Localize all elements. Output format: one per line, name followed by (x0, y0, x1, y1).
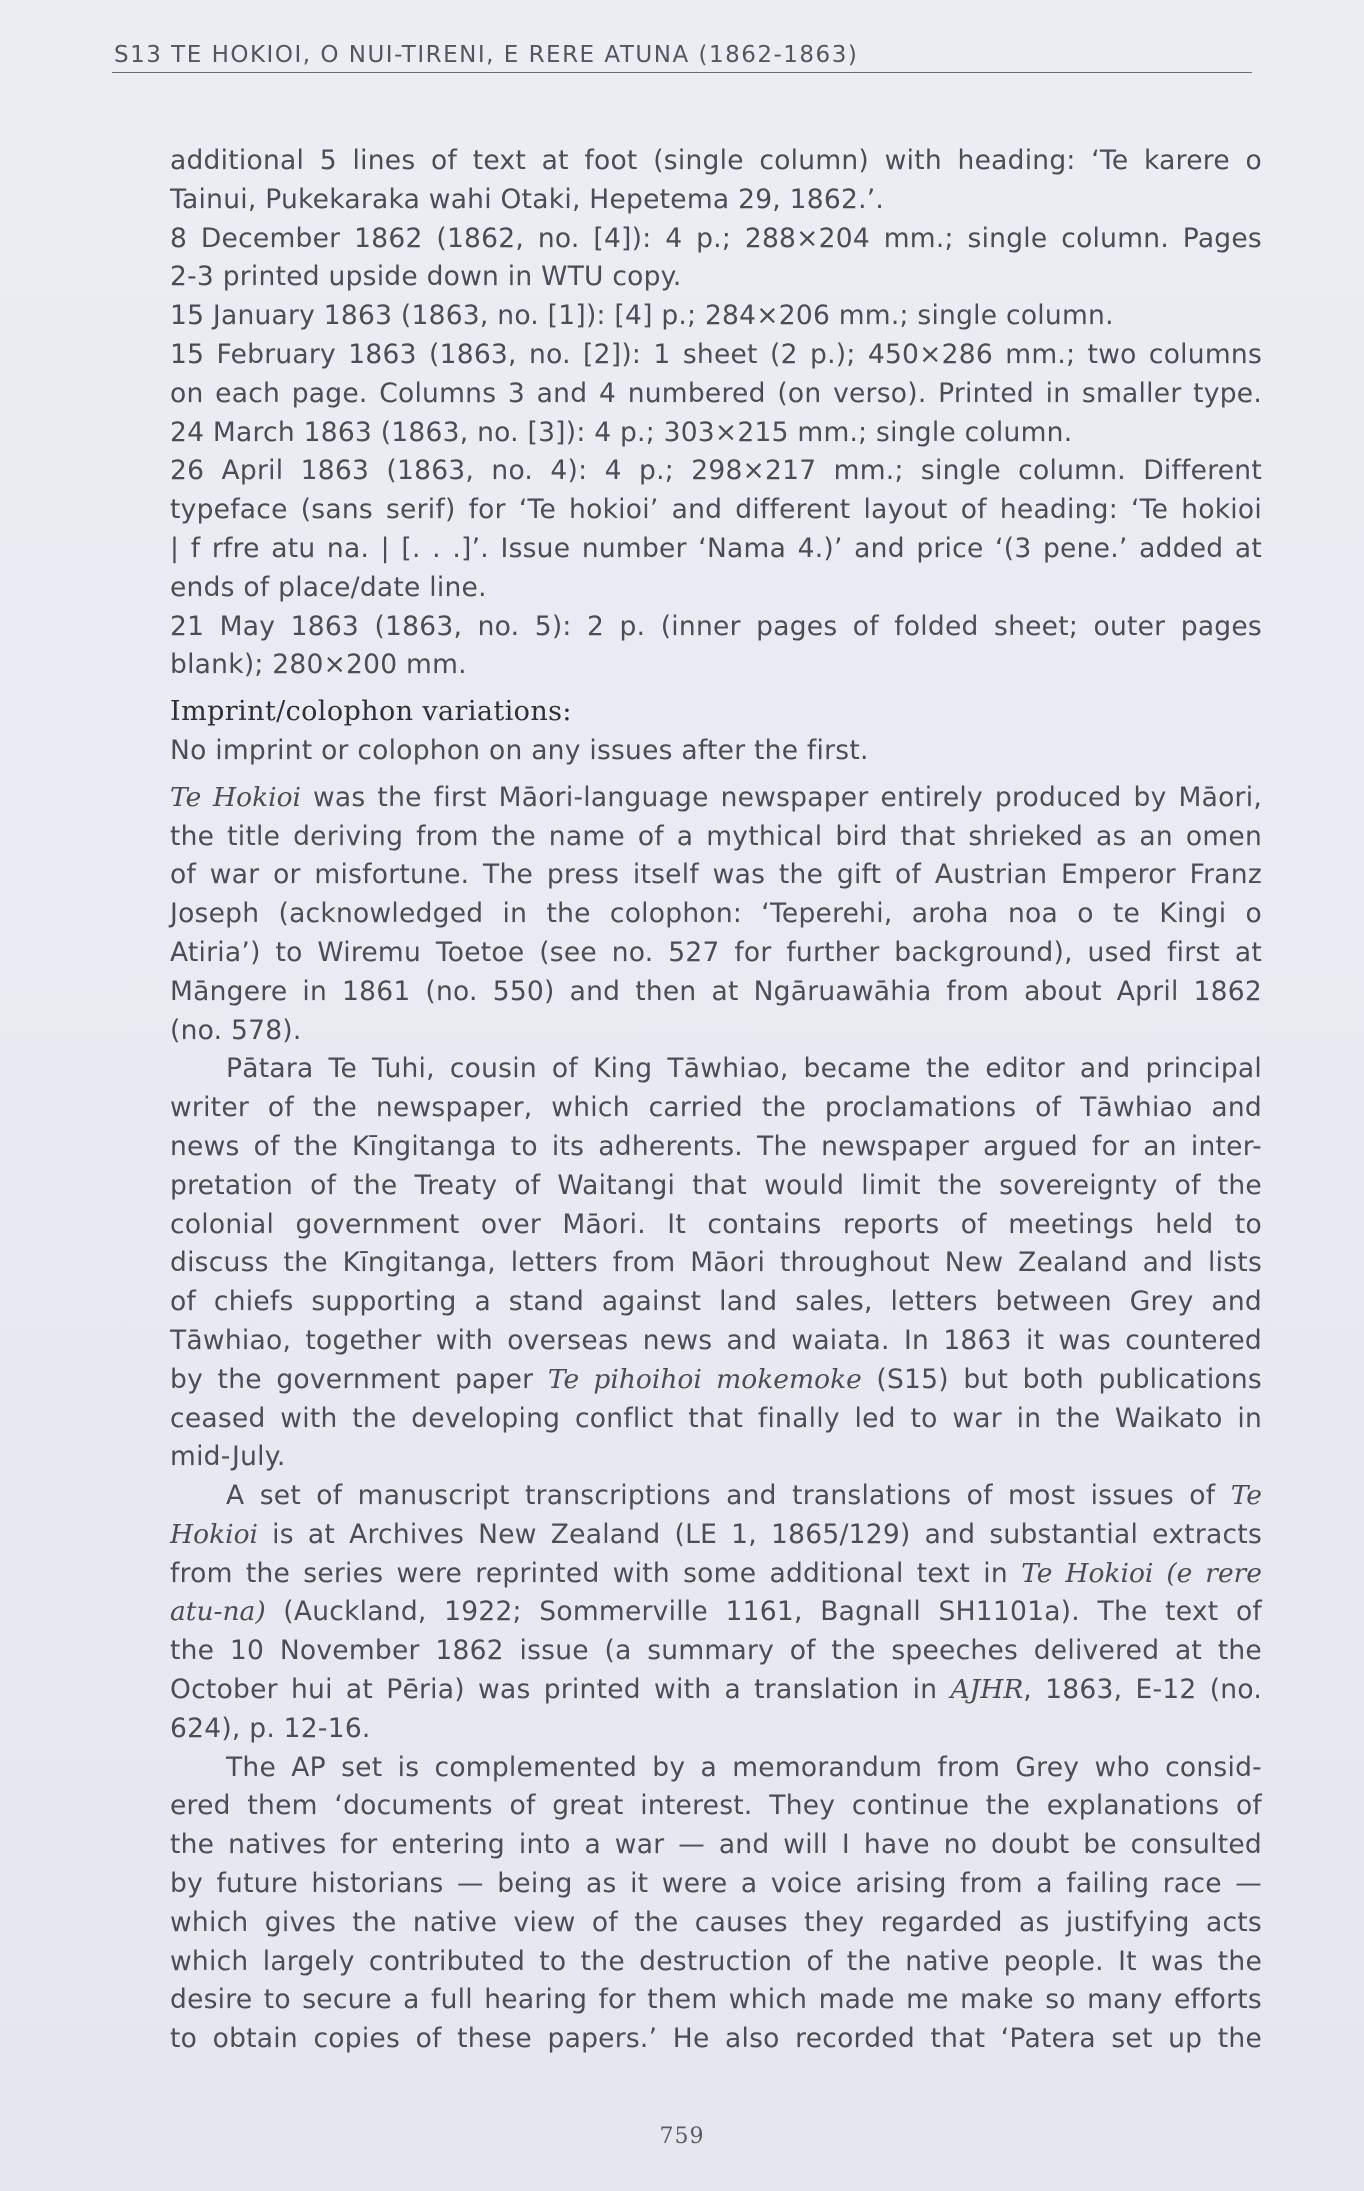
text-span: October hui at Pēria) was printed with a translation in (170, 1674, 951, 1706)
text-line: (no. 578). (170, 1014, 302, 1046)
text-span: (S15) but both publications (861, 1363, 1262, 1395)
text-line: which gives the native view of the causes they regarded as justifying acts (170, 1906, 1262, 1938)
newspaper-title: atu-na) (170, 1596, 266, 1628)
issue-entry (170, 336, 1262, 414)
text-line: blank); 280×200 mm. (170, 649, 467, 681)
imprint-heading: Imprint/colophon variations: (170, 696, 572, 728)
text-line (170, 1477, 1262, 1516)
text-line: of chiefs supporting a stand against land sales, letters between Grey and (170, 1286, 1262, 1318)
text-line: typeface (sans serif) for ‘Te hokioi’ and different layout of heading: ‘Te hokioi (170, 494, 1262, 526)
text-line: which largely contributed to the destruction of the native people. It was the (170, 1945, 1262, 1977)
text-line: to obtain copies of these papers.’ He also recorded that ‘Patera set up the (170, 2023, 1262, 2055)
text-line: Pātara Te Tuhi, cousin of King Tāwhiao, became the editor and principal (226, 1053, 1262, 1085)
text-line (170, 1361, 1262, 1400)
text-line: Tāwhiao, together with overseas news and waiata. In 1863 it was countered (170, 1324, 1262, 1356)
text-line: 26 April 1863 (1863, no. 4): 4 p.; 298×217 mm.; single column. Different (170, 455, 1262, 487)
text-line: the title deriving from the name of a mythical bird that shrieked as an omen (170, 820, 1262, 852)
text-line: | f rfre atu na. | [. . .]’. Issue number ‘Nama 4.)’ and price ‘(3 pene.’ added at (170, 532, 1262, 564)
text-line: ered them ‘documents of great interest. They continue the explanations of (170, 1790, 1262, 1822)
text-line: 15 January 1863 (1863, no. [1]): [4] p.; 284×206 mm.; single column. (170, 300, 1114, 332)
text-line: additional 5 lines of text at foot (single column) with heading: ‘Te karere o (170, 145, 1262, 176)
text-line (170, 1516, 1262, 1555)
text-line: 24 March 1863 (1863, no. [3]): 4 p.; 303×215 mm.; single column. (170, 416, 1073, 448)
running-head: S13 TE HOKIOI, O NUI-TIRENI, E RERE ATUNA (1862-1863) (114, 42, 859, 68)
text-line: ends of place/date line. (170, 571, 487, 603)
text-line: 624), p. 12-16. (170, 1712, 371, 1744)
text-line: Tainui, Pukekaraka wahi Otaki, Hepetema 29, 1862.’. (170, 183, 885, 215)
text-span: (Auckland, 1922; Sommerville 1161, Bagnall SH1101a). The text of (265, 1596, 1262, 1628)
text-line (170, 1593, 1262, 1632)
publication-title: AJHR (950, 1674, 1024, 1706)
text-span: was the first Māori-language newspaper entirely produced by Māori, (301, 781, 1262, 813)
text-line: 21 May 1863 (1863, no. 5): 2 p. (inner pages of folded sheet; outer pages (170, 610, 1262, 642)
newspaper-title: Te pihoihoi mokemoke (547, 1363, 862, 1395)
text-span: from the series were reprinted with some additional text in (170, 1557, 1022, 1589)
text-line: discuss the Kīngitanga, letters from Māori throughout New Zealand and lists (170, 1247, 1262, 1279)
text-line: 2-3 printed upside down in WTU copy. (170, 261, 682, 293)
text-line: 8 December 1862 (1862, no. [4]): 4 p.; 288×204 mm.; single column. Pages (170, 222, 1262, 254)
text-line: on each page. Columns 3 and 4 numbered (on verso). Printed in smaller type. (170, 377, 1262, 409)
text-span: A set of manuscript transcriptions and translations of most issues of (226, 1480, 1231, 1512)
text-line: Atiria’) to Wiremu Toetoe (see no. 527 for further background), used first at (170, 936, 1262, 968)
page-number: 759 (659, 2124, 705, 2149)
text-line: Māngere in 1861 (no. 550) and then at Ngāruawāhia from about April 1862 (170, 975, 1262, 1007)
text-line: ceased with the developing conflict that finally led to war in the Waikato in (170, 1402, 1262, 1434)
text-line: the natives for entering into a war — and will I have no doubt be consulted (170, 1829, 1262, 1861)
page-body (170, 142, 1262, 2059)
text-line: 15 February 1863 (1863, no. [2]): 1 sheet (2 p.); 450×286 mm.; two columns (170, 338, 1262, 370)
text-line: colonial government over Māori. It contains reports of meetings held to (170, 1208, 1262, 1240)
text-line: pretation of the Treaty of Waitangi that would limit the sovereignty of the (170, 1169, 1262, 1201)
text-line: The AP set is complemented by a memorandum from Grey who consid- (226, 1751, 1262, 1783)
text-span: is at Archives New Zealand (LE 1, 1865/129) and substantial extracts (258, 1518, 1262, 1550)
text-span: by the government paper (170, 1363, 548, 1395)
text-line: by future historians — being as it were a voice arising from a failing race — (170, 1868, 1262, 1900)
newspaper-title: Te Hokioi (170, 781, 302, 813)
text-line: writer of the newspaper, which carried the proclamations of Tāwhiao and (170, 1092, 1262, 1124)
imprint-text: No imprint or colophon on any issues after the first. (170, 734, 869, 766)
text-line (170, 779, 1262, 818)
paragraph (170, 1050, 1262, 1477)
text-line (170, 1671, 1262, 1710)
issue-entry (170, 297, 1262, 336)
issue-entry (170, 220, 1262, 298)
paragraph (170, 1477, 1262, 1749)
text-line: the 10 November 1862 issue (a summary of the speeches delivered at the (170, 1635, 1262, 1667)
text-line: of war or misfortune. The press itself was the gift of Austrian Emperor Franz (170, 859, 1262, 891)
header-rule (112, 72, 1252, 73)
newspaper-title: Te (1230, 1480, 1262, 1512)
issue-entry (170, 452, 1262, 607)
text-line: Joseph (acknowledged in the colophon: ‘Teperehi, aroha noa o te Kingi o (170, 898, 1262, 930)
text-line: mid-July. (170, 1441, 286, 1473)
paragraph (170, 1749, 1262, 2059)
text-line: desire to secure a full hearing for them which made me make so many efforts (170, 1984, 1262, 2016)
text-line (170, 1555, 1262, 1594)
newspaper-title: Hokioi (170, 1518, 259, 1550)
newspaper-title: Te Hokioi (e rere (1021, 1557, 1262, 1589)
issue-entry (170, 608, 1262, 686)
text-line: news of the Kīngitanga to its adherents. The newspaper argued for an inter- (170, 1130, 1262, 1162)
issue-entry (170, 414, 1262, 453)
paragraph (170, 779, 1262, 1051)
text-span: , 1863, E-12 (no. (1023, 1674, 1262, 1706)
issue-entry (170, 142, 1262, 220)
